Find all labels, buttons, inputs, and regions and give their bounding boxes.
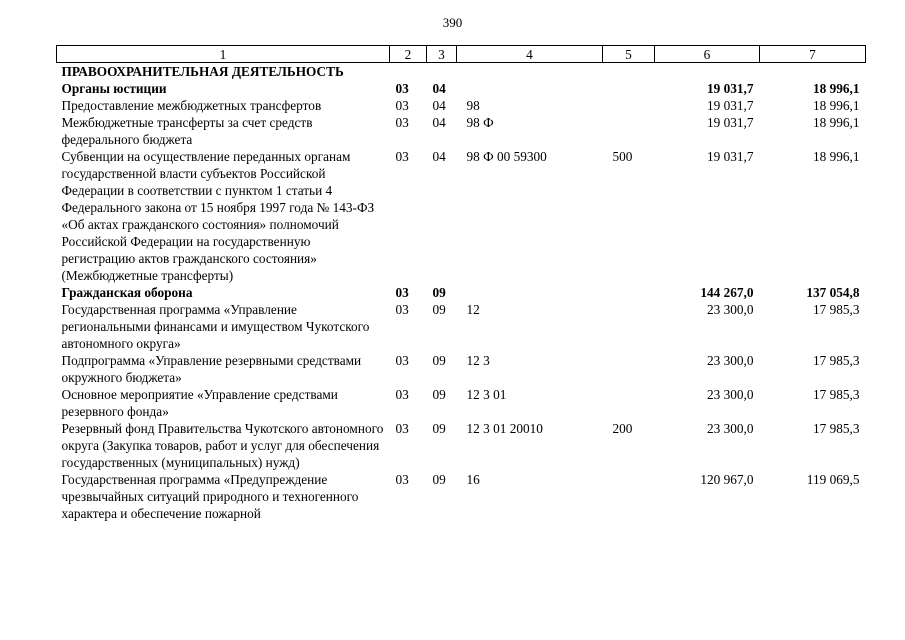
cell-expense-type <box>603 352 655 386</box>
cell-name: Резервный фонд Правительства Чукотского автономного округа (Закупка товаров, работ и услуг для обеспечения государственных (муниципальных) нужд) <box>61 421 384 470</box>
cell-expense-type <box>603 386 655 420</box>
cell-amount-7: 18 996,1 <box>812 81 860 96</box>
cell-amount-7: 18 996,1 <box>812 98 860 113</box>
cell-subsection <box>427 63 457 81</box>
cell-amount-7: 18 996,1 <box>812 115 860 130</box>
cell-target-article: 98 <box>466 98 480 113</box>
cell-target-article: 12 3 01 20010 <box>466 421 543 436</box>
cell-expense-type <box>603 284 655 301</box>
cell-section: 03 <box>395 98 409 113</box>
cell-subsection: 09 <box>432 472 446 487</box>
cell-amount-6: 23 300,0 <box>706 421 754 436</box>
cell-section <box>390 63 427 81</box>
cell-section: 03 <box>395 115 409 130</box>
column-header-7: 7 <box>760 46 866 63</box>
cell-subsection: 04 <box>432 115 446 130</box>
cell-section: 03 <box>395 387 409 402</box>
table-body <box>57 63 866 523</box>
column-header-6: 6 <box>655 46 760 63</box>
cell-amount-7: 17 985,3 <box>812 387 860 402</box>
cell-amount-6: 19 031,7 <box>706 98 754 113</box>
cell-expense-type <box>603 97 655 114</box>
cell-name: Предоставление межбюджетных трансфертов <box>61 98 322 113</box>
cell-amount-6: 144 267,0 <box>700 285 754 300</box>
cell-expense-type <box>603 114 655 148</box>
page-number: 390 <box>442 15 463 30</box>
cell-section: 03 <box>395 81 409 96</box>
budget-table <box>56 45 866 522</box>
cell-amount-7: 17 985,3 <box>812 353 860 368</box>
cell-section: 03 <box>395 472 409 487</box>
column-header-5: 5 <box>603 46 655 63</box>
cell-target-article: 98 Ф <box>466 115 494 130</box>
cell-amount-6: 23 300,0 <box>706 353 754 368</box>
header-row <box>57 46 866 63</box>
table-row <box>57 63 866 81</box>
cell-subsection: 04 <box>432 149 446 164</box>
cell-name: Основное мероприятие «Управление средствами резервного фонда» <box>61 387 338 419</box>
cell-expense-type <box>603 301 655 352</box>
cell-amount-6: 23 300,0 <box>706 302 754 317</box>
table-row <box>57 471 866 522</box>
cell-target-article <box>457 284 603 301</box>
cell-amount-6 <box>655 63 760 81</box>
cell-section: 03 <box>395 353 409 368</box>
cell-subsection: 09 <box>432 285 446 300</box>
table-row <box>57 148 866 284</box>
column-header-3: 3 <box>427 46 457 63</box>
cell-target-article: 12 3 <box>466 353 490 368</box>
cell-section: 03 <box>395 421 409 436</box>
cell-section: 03 <box>395 302 409 317</box>
cell-target-article: 98 Ф 00 59300 <box>466 149 547 164</box>
cell-section: 03 <box>395 149 409 164</box>
table-row <box>57 386 866 420</box>
cell-expense-type <box>603 63 655 81</box>
table-row <box>57 301 866 352</box>
table-row <box>57 97 866 114</box>
cell-target-article: 16 <box>466 472 480 487</box>
cell-subsection: 09 <box>432 302 446 317</box>
cell-amount-6: 23 300,0 <box>706 387 754 402</box>
cell-amount-6: 19 031,7 <box>706 81 754 96</box>
table-row <box>57 284 866 301</box>
cell-section: 03 <box>395 285 409 300</box>
cell-amount-6: 19 031,7 <box>706 115 754 130</box>
cell-target-article: 12 <box>466 302 480 317</box>
table-row <box>57 80 866 97</box>
cell-expense-type <box>603 80 655 97</box>
table-row <box>57 352 866 386</box>
cell-amount-7: 137 054,8 <box>806 285 860 300</box>
cell-name: Межбюджетные трансферты за счет средств федерального бюджета <box>61 115 313 147</box>
cell-name: Субвенции на осуществление переданных органам государственной власти субъектов Российской Федерации в соответствии с пунктом 1 статьи 4 Федерального закона от 15 ноября 1997 года № 143-ФЗ «Об актах гражданского состояния» полномочий Российской Федерации на государственную регистрацию актов гражданского состояния» (Межбюджетные трансферты) <box>61 149 375 283</box>
table-row <box>57 420 866 471</box>
cell-name: ПРАВООХРАНИТЕЛЬНАЯ ДЕЯТЕЛЬНОСТЬ <box>61 64 344 79</box>
cell-expense-type: 200 <box>612 421 633 436</box>
cell-subsection: 04 <box>432 98 446 113</box>
cell-subsection: 04 <box>432 81 446 96</box>
column-header-2: 2 <box>390 46 427 63</box>
column-header-1: 1 <box>57 46 390 63</box>
cell-amount-7: 17 985,3 <box>812 421 860 436</box>
column-header-4: 4 <box>457 46 603 63</box>
cell-subsection: 09 <box>432 387 446 402</box>
cell-name: Гражданская оборона <box>61 285 193 300</box>
cell-expense-type: 500 <box>612 149 633 164</box>
cell-target-article: 12 3 01 <box>466 387 507 402</box>
cell-subsection: 09 <box>432 353 446 368</box>
cell-amount-7 <box>760 63 866 81</box>
cell-name: Органы юстиции <box>61 81 167 96</box>
cell-target-article <box>457 63 603 81</box>
table-row <box>57 114 866 148</box>
cell-name: Подпрограмма «Управление резервными средствами окружного бюджета» <box>61 353 362 385</box>
cell-target-article <box>457 80 603 97</box>
cell-name: Государственная программа «Управление региональными финансами и имуществом Чукотского автономного округа» <box>61 302 370 351</box>
cell-subsection: 09 <box>432 421 446 436</box>
cell-amount-6: 19 031,7 <box>706 149 754 164</box>
cell-amount-7: 18 996,1 <box>812 149 860 164</box>
cell-expense-type <box>603 471 655 522</box>
cell-amount-7: 17 985,3 <box>812 302 860 317</box>
cell-name: Государственная программа «Предупреждение чрезвычайных ситуаций природного и техногенного характера и обеспечение пожарной <box>61 472 359 521</box>
cell-amount-7: 119 069,5 <box>806 472 860 487</box>
cell-amount-6: 120 967,0 <box>700 472 754 487</box>
